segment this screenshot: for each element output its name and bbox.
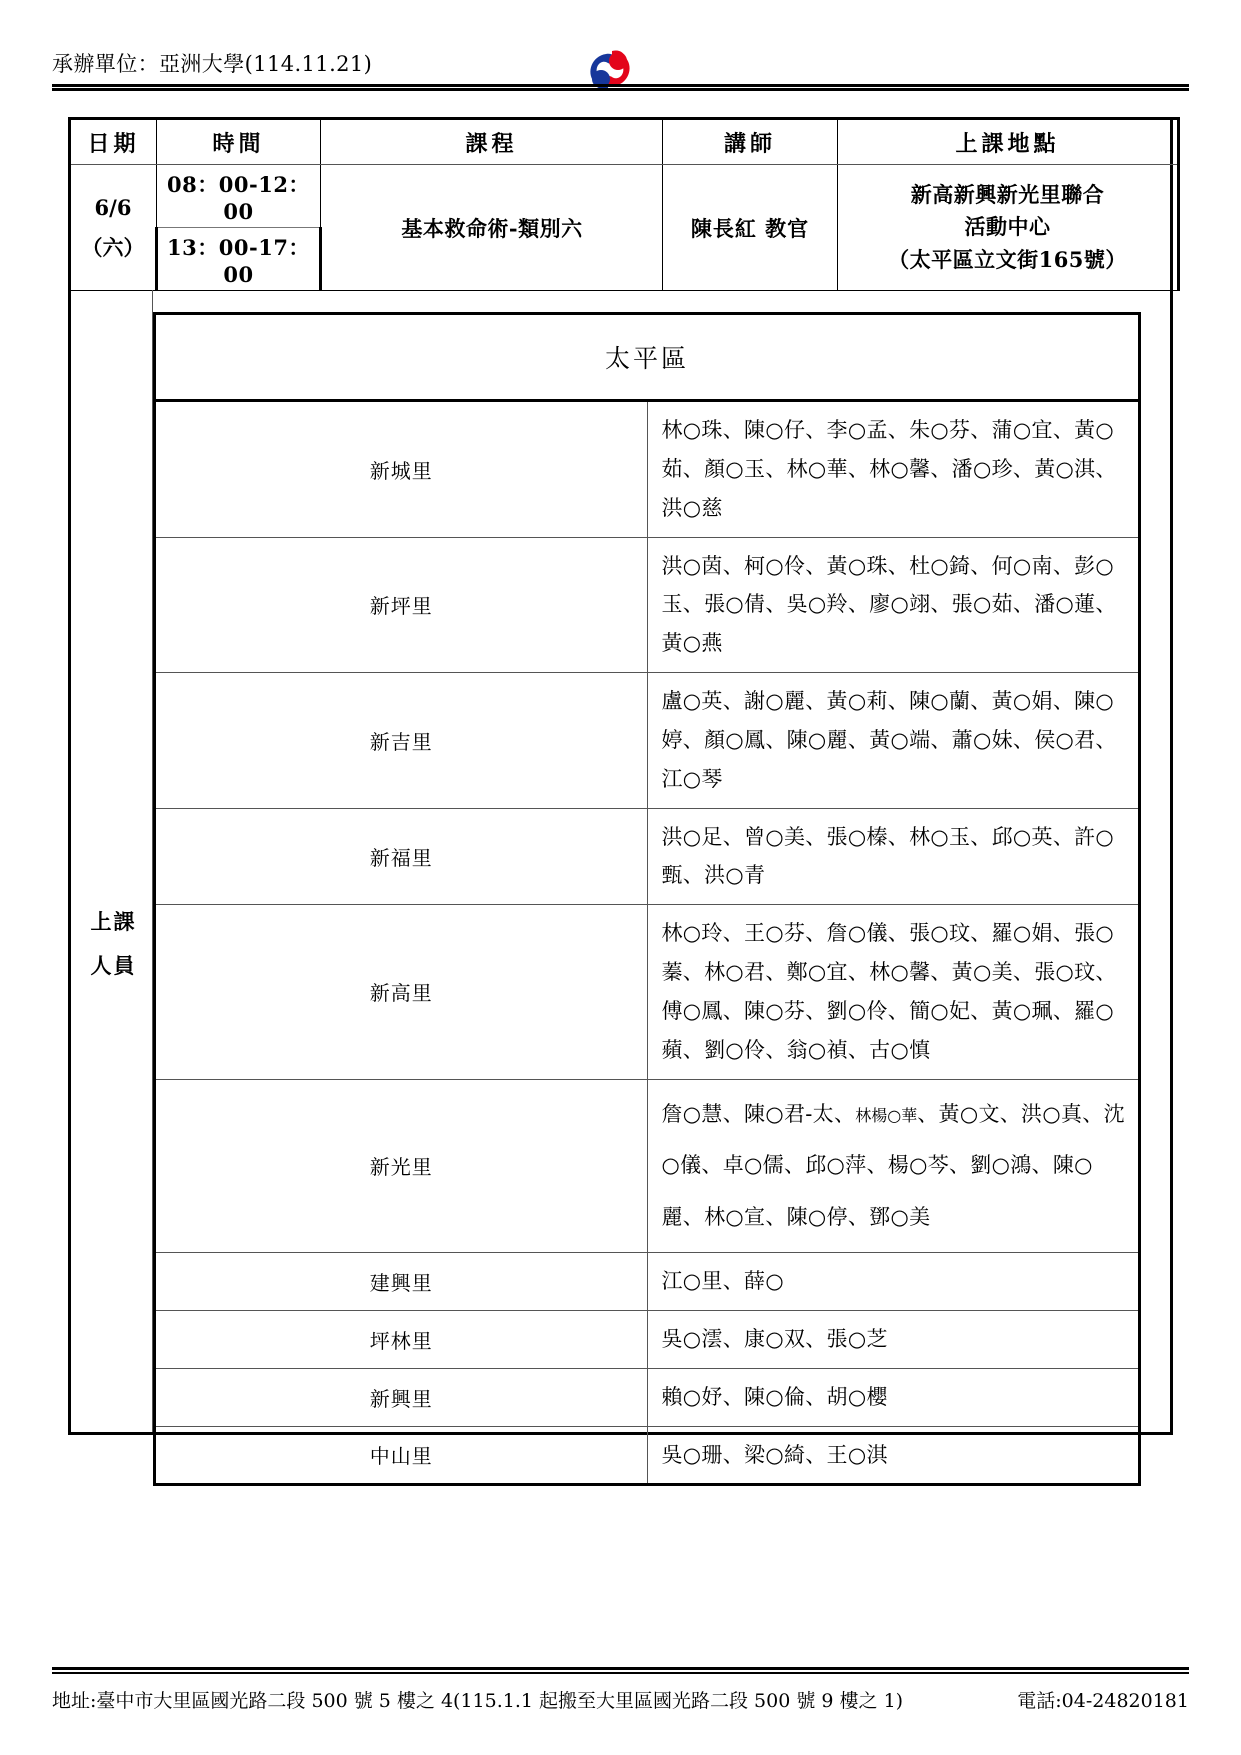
attendees-label [71,900,156,988]
place-line-1: 新高新興新光里聯合 [910,181,1105,207]
village-name: 新坪里 [155,537,648,673]
table-row [155,1310,1140,1368]
cell-place [838,165,1179,291]
village-name: 新城里 [155,401,648,538]
attendees-label-line-2: 人員 [90,953,137,979]
table-row [155,1426,1140,1485]
names-segment-small: 林楊○華 [855,1105,918,1125]
column-header-teacher: 講師 [663,119,838,165]
organizer-text: 承辦單位：亞洲大學(114.11.21) [52,52,373,76]
cell-time-morning: 08：00-12：00 [157,165,321,228]
village-name: 中山里 [155,1426,648,1485]
district-title: 太平區 [155,314,1140,401]
schedule-header-row [70,119,1179,165]
village-name: 新吉里 [155,673,648,809]
names-segment-first: 詹○慧、陳○君-太、 [661,1101,856,1126]
village-attendee-names: 吳○澐、康○双、張○芝 [647,1310,1140,1368]
footer-divider [52,1667,1189,1674]
village-attendee-names: 洪○茵、柯○伶、黃○珠、杜○錡、何○南、彭○玉、張○倩、吳○羚、廖○翊、張○茹、潘○蓮、黃○燕 [647,537,1140,673]
schedule-table [68,117,1180,291]
attendees-label-line-1: 上課 [90,909,137,934]
schedule-data-row [70,165,1179,228]
table-row [155,673,1140,809]
footer-phone: 電話:04-24820181 [1017,1690,1189,1712]
cell-teacher: 陳長紅 教官 [663,165,838,291]
table-row [155,401,1140,538]
village-name: 新興里 [155,1368,648,1426]
header-divider [52,84,1189,91]
village-name: 建興里 [155,1252,648,1310]
table-row [155,905,1140,1079]
attendees-roster-table [153,312,1141,1486]
cell-course: 基本救命術-類別六 [321,165,663,291]
village-attendee-names: 洪○足、曾○美、張○榛、林○玉、邱○英、許○甄、洪○青 [647,808,1140,905]
attendees-label-column [68,290,153,1435]
weekday-value: （六） [81,234,145,260]
column-header-time: 時間 [157,119,321,165]
table-row [155,808,1140,905]
village-attendee-names: 林○玲、王○芬、詹○儀、張○玟、羅○娟、張○蓁、林○君、鄭○宜、林○馨、黃○美、張○玟、傅○鳳、陳○芬、劉○伶、簡○妃、黃○珮、羅○蘋、劉○伶、翁○禎、古○慎 [647,905,1140,1079]
names-segment-last: 、黃○文、洪○真、沈○儀、卓○儒、邱○萍、楊○芩、劉○鴻、陳○麗、林○宣、陳○停、鄧○美 [661,1101,1125,1229]
date-value: 6/6 [94,194,132,220]
village-name: 新福里 [155,808,648,905]
district-header-row [155,314,1140,401]
footer-address: 地址:臺中市大里區國光路二段 500 號 5 樓之 4(115.1.1 起搬至大里區國光路二段 500 號 9 樓之 1) [52,1690,904,1712]
asia-university-logo-icon [578,38,642,102]
table-row [155,1368,1140,1426]
column-header-place: 上課地點 [838,119,1179,165]
village-attendee-names: 盧○英、謝○麗、黃○莉、陳○蘭、黃○娟、陳○婷、顏○鳳、陳○麗、黃○端、蕭○妹、侯○君、江○琴 [647,673,1140,809]
document-footer [52,1686,1189,1716]
village-attendee-names: 賴○妤、陳○倫、胡○櫻 [647,1368,1140,1426]
cell-date [70,165,157,291]
village-attendee-names: 林○珠、陳○仔、李○孟、朱○芬、蒲○宜、黃○茹、顏○玉、林○華、林○馨、潘○珍、黃○淇、洪○慈 [647,401,1140,538]
cell-time-afternoon: 13：00-17：00 [157,228,321,291]
village-attendee-names: 江○里、薛○ [647,1252,1140,1310]
village-name: 新光里 [155,1079,648,1252]
village-name: 新高里 [155,905,648,1079]
place-line-2: 活動中心 [964,214,1051,240]
frame-right-edge [1170,290,1173,1435]
column-header-date: 日期 [70,119,157,165]
village-name: 坪林里 [155,1310,648,1368]
place-line-3: （太平區立文街165號） [888,246,1127,272]
village-attendee-names: 吳○珊、梁○綺、王○淇 [647,1426,1140,1485]
table-row [155,1252,1140,1310]
table-row [155,1079,1140,1252]
column-header-course: 課程 [321,119,663,165]
village-attendee-names [647,1079,1140,1252]
table-row [155,537,1140,673]
